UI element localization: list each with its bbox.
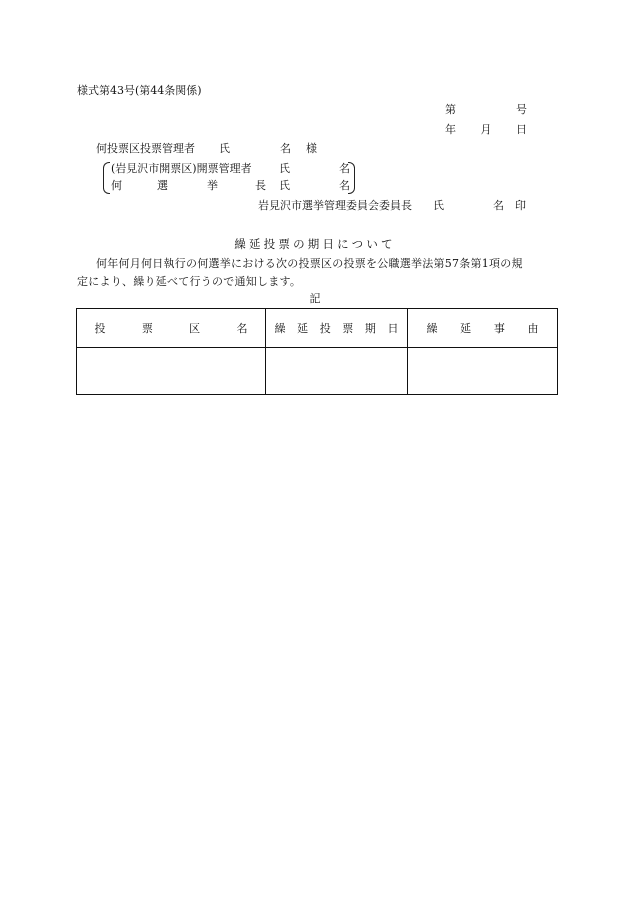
sender-shi: 氏	[433, 199, 444, 212]
addressee-shi: 氏	[219, 142, 230, 155]
addressee-sama: 様	[306, 142, 317, 155]
header-postponement-reason: 繰 延 事 由	[408, 309, 558, 348]
sender-mei: 名	[493, 199, 504, 212]
election-chief-char-2: 選	[157, 179, 168, 192]
election-chief-mei: 名	[339, 179, 350, 192]
counting-manager-shi: 氏	[279, 162, 290, 175]
addressee-title: 何投票区投票管理者	[96, 142, 195, 155]
table-header-row	[77, 309, 558, 348]
body-text-line-2: 定により、繰り延べて行うので通知します。	[77, 275, 302, 288]
addressee-mei: 名	[280, 142, 291, 155]
sender-title: 岩見沢市選挙管理委員会委員長	[258, 199, 412, 212]
cell-postponed-date[interactable]	[266, 348, 408, 395]
form-number: 様式第43号(第44条関係)	[77, 84, 202, 97]
table-row	[77, 348, 558, 395]
date-month: 月	[480, 123, 492, 136]
header-district-name: 投 票 区 名	[77, 309, 266, 348]
cell-postponement-reason[interactable]	[408, 348, 558, 395]
counting-manager-title: (岩見沢市開票区)開票管理者	[111, 162, 252, 175]
document-number-prefix: 第	[445, 103, 456, 116]
sender-seal: 印	[515, 199, 526, 212]
postponement-table	[76, 308, 558, 395]
cell-district-name[interactable]	[77, 348, 266, 395]
election-chief-char-1: 何	[111, 179, 122, 192]
header-postponed-date: 繰 延 投 票 期 日	[266, 309, 408, 348]
counting-manager-mei: 名	[339, 162, 350, 175]
document-title: 繰延投票の期日について	[234, 237, 396, 251]
document-number	[445, 104, 527, 115]
document-number-suffix: 号	[516, 103, 527, 116]
left-bracket	[103, 162, 110, 194]
date-day: 日	[516, 123, 527, 136]
body-text-line-1: 何年何月何日執行の何選挙における次の投票区の投票を公職選挙法第57条第1項の規	[96, 257, 523, 270]
document-date	[445, 124, 527, 135]
date-year: 年	[445, 123, 456, 136]
addressee-bracket-group	[103, 162, 355, 192]
election-chief-char-4: 長	[255, 179, 266, 192]
election-chief-char-3: 挙	[207, 179, 218, 192]
ki-heading: 記	[309, 292, 321, 305]
election-chief-shi: 氏	[279, 179, 290, 192]
